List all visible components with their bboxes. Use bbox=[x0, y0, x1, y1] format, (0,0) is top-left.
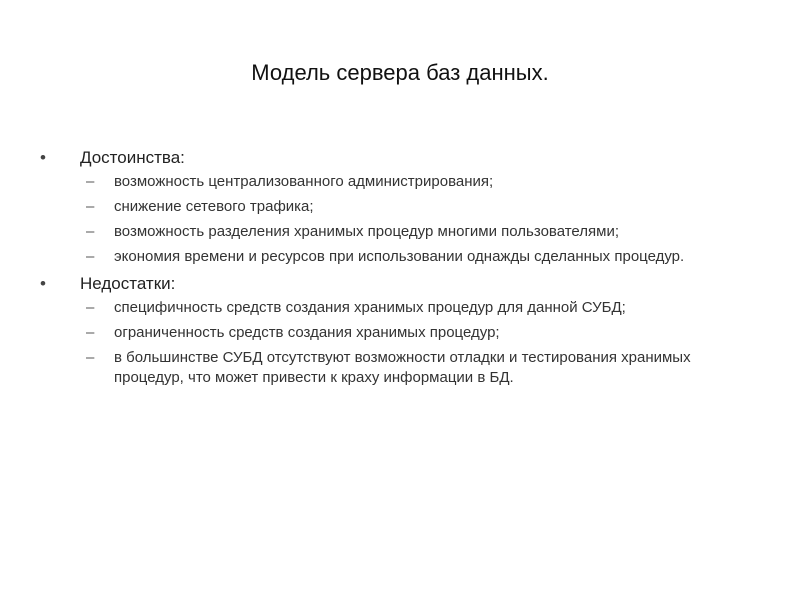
advantages-heading: Достоинства: bbox=[80, 148, 185, 167]
bullet-icon: • bbox=[40, 274, 46, 293]
disadvantages-list bbox=[40, 298, 740, 388]
list-item-text: специфичность средств создания хранимых процедур для данной СУБД; bbox=[114, 299, 626, 316]
list-item bbox=[40, 298, 740, 318]
list-item-text: возможность разделения хранимых процедур многими пользователями; bbox=[114, 223, 619, 240]
dash-icon: – bbox=[86, 299, 95, 316]
dash-icon: – bbox=[86, 198, 95, 215]
advantages-heading-row bbox=[40, 146, 740, 170]
list-item bbox=[40, 222, 740, 242]
list-item bbox=[40, 172, 740, 192]
list-item-text: возможность централизованного администрирования; bbox=[114, 173, 494, 190]
list-item-text: экономия времени и ресурсов при использовании однажды сделанных процедур. bbox=[114, 248, 685, 265]
dash-icon: – bbox=[86, 248, 95, 265]
dash-icon: – bbox=[86, 349, 95, 366]
list-item bbox=[40, 323, 740, 343]
advantages-section bbox=[40, 146, 740, 267]
list-item bbox=[40, 197, 740, 217]
dash-icon: – bbox=[86, 223, 95, 240]
list-item-text: в большинстве СУБД отсутствуют возможности отладки и тестирования хранимых процедур, что может привести к краху информации в БД. bbox=[114, 349, 691, 386]
disadvantages-heading: Недостатки: bbox=[80, 274, 176, 293]
slide-content bbox=[40, 146, 740, 393]
bullet-icon: • bbox=[40, 148, 46, 167]
list-item bbox=[40, 348, 740, 388]
slide-title: Модель сервера баз данных. bbox=[251, 60, 549, 85]
dash-icon: – bbox=[86, 173, 95, 190]
dash-icon: – bbox=[86, 324, 95, 341]
list-item-text: ограниченность средств создания хранимых процедур; bbox=[114, 324, 500, 341]
disadvantages-heading-row bbox=[40, 272, 740, 296]
list-item-text: снижение сетевого трафика; bbox=[114, 198, 314, 215]
disadvantages-section bbox=[40, 272, 740, 388]
list-item bbox=[40, 247, 740, 267]
advantages-list bbox=[40, 172, 740, 267]
